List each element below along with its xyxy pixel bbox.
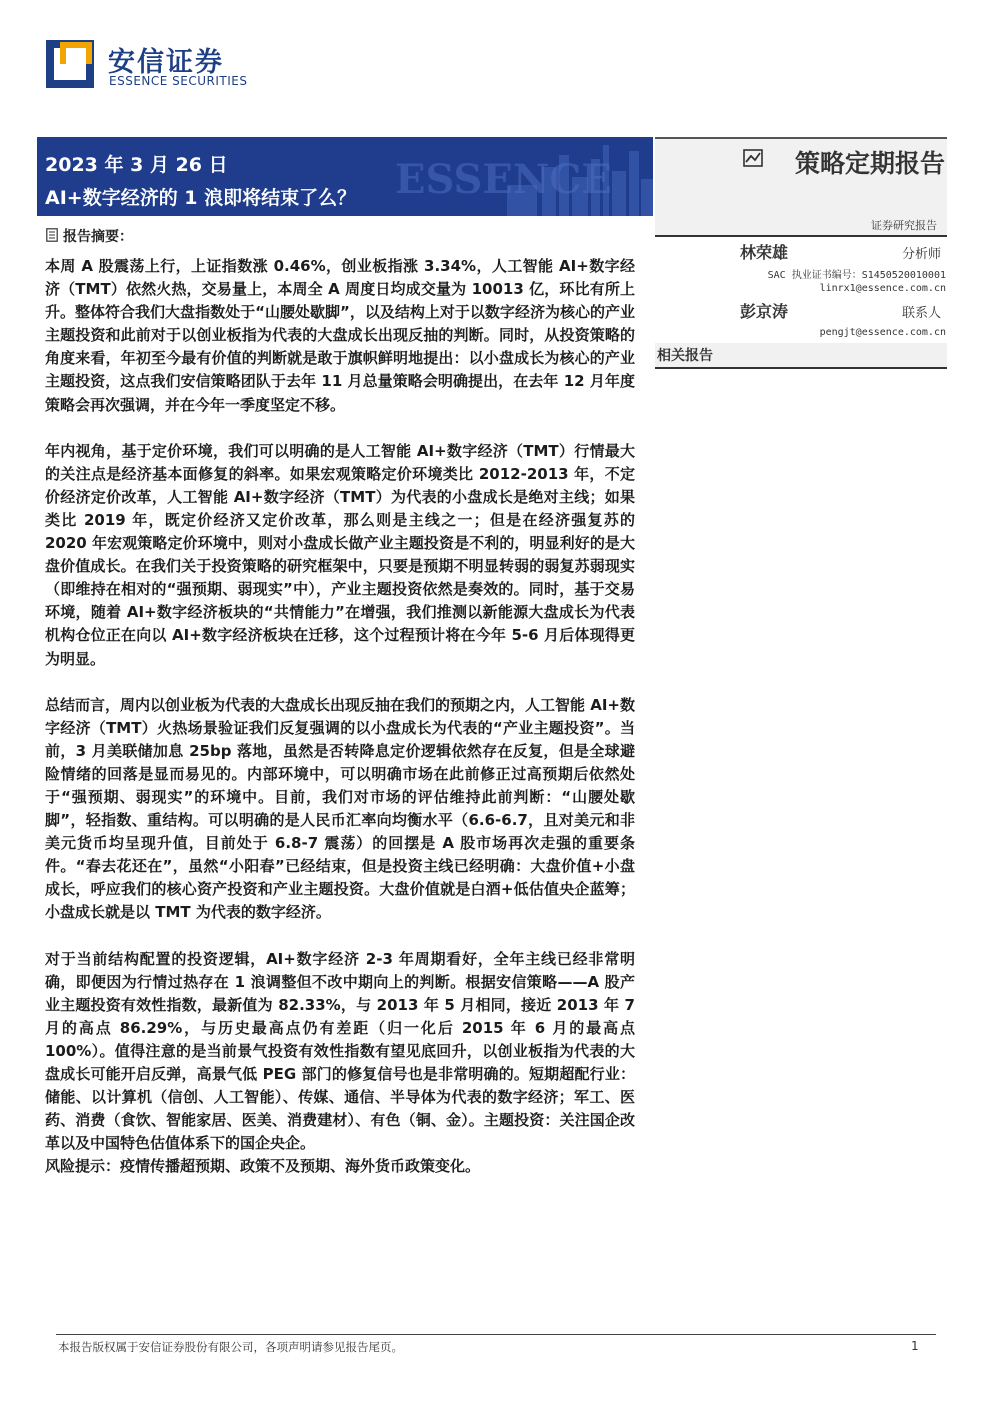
risk-warning: 风险提示：疫情传播超预期、政策不及预期、海外货币政策变化。 [45,1157,481,1176]
report-title: AI+数字经济的 1 浪即将结束了么？ [45,187,357,209]
line-chart-icon [743,149,763,167]
author-role: 分析师 [902,247,942,262]
report-category: 证券研究报告 [871,219,937,232]
author-role: 联系人 [902,306,942,321]
page-number: 1 [911,1339,919,1353]
company-name-cn: 安信证券 [108,47,224,78]
divider [655,235,947,237]
company-name-en: ESSENCE SECURITIES [109,74,248,88]
author-email[interactable]: linrx1@essence.com.cn [819,283,946,294]
author-license: SAC 执业证书编号：S1450520010001 [767,270,946,281]
author-email[interactable]: pengjt@essence.com.cn [819,327,946,338]
footer-disclaimer: 本报告版权属于安信证券股份有限公司，各项声明请参见报告尾页。 [58,1340,403,1354]
company-logo-icon [46,40,94,88]
author-name: 彭京涛 [740,302,789,321]
related-reports-panel [655,343,947,369]
related-reports-label: 相关报告 [657,348,713,364]
footer-divider [56,1334,936,1335]
report-date: 2023 年 3 月 26 日 [45,154,228,176]
summary-paragraph: 本周 A 股震荡上行，上证指数涨 0.46%，创业板指涨 3.34%，人工智能 AI+数字经济（TMT）依然火热，交易量上，本周全 A 周度日均成交量为 10013 亿，环比有所上升。整体符合我们大盘指数处于“山腰处歇脚”，以及结构上对于以数字经济为核心的产业主题投资和此前对于以创业板指为代表的大盘成长出现反抽的判断。同时，从投资策略的角度来看，年初至今最有价值的判断就是敢于旗帜鲜明地提出：以小盘成长为核心的产业主题投资，这点我们安信策略团队于去年 11 月总量策略会明确提出，在去年 12 月年度策略会再次强调，并在今年一季度坚定不移。 [45,257,635,414]
summary-paragraph: 年内视角，基于定价环境，我们可以明确的是人工智能 AI+数字经济（TMT）行情最大的关注点是经济基本面修复的斜率。如果宏观策略定价环境类比 2012-2013 年，不定价经济定价改革，人工智能 AI+数字经济（TMT）为代表的小盘成长是绝对主线；如果类比 2019 年，既定价经济又定价改革，那么则是主线之一；但是在经济强复苏的 2020 年宏观策略定价环境中，则对小盘成长做产业主题投资是不利的，明显利好的是大盘价值成长。在我们关于投资策略的研究框架中，只要是预期不明显转弱的弱复苏弱现实（即维持在相对的“强预期、弱现实”中），产业主题投资依然是奏效的。同时，基于交易环境，随着 AI+数字经济板块的“共情能力”在增强，我们推测以新能源大盘成长为代表机构仓位正在向以 AI+数字经济板块在迁移，这个过程预计将在今年 5-6 月后体现得更为明显。 [45,441,635,668]
banner-watermark: ESSENCE [395,156,612,203]
summary-paragraph: 总结而言，周内以创业板为代表的大盘成长出现反抽在我们的预期之内，人工智能 AI+数字经济（TMT）火热场景验证我们反复强调的以小盘成长为代表的“产业主题投资”。当前，3 月美联储加息 25bp 落地，虽然是否转降息定价逻辑依然存在反复，但是全球避险情绪的回落是显而易见的。内部环境中，可以明确市场在此前修正过高预期后依然处于“强预期、弱现实”的环境中。目前，我们对市场的评估维持此前判断：“山腰处歇脚”，轻指数、重结构。可以明确的是人民币汇率向均衡水平（6.6-6.7，且对美元和非美元货币均呈现升值，目前处于 6.8-7 震荡）的回摆是 A 股市场再次走强的重要条件。“春去花还在”，虽然“小阳春”已经结束，但是投资主线已经明确：大盘价值+小盘成长，呼应我们的核心资产投资和产业主题投资。大盘价值就是白酒+低估值央企蓝筹；小盘成长就是以 TMT 为代表的数字经济。 [45,695,635,922]
summary-heading [46,226,133,246]
summary-body [45,255,635,1178]
summary-paragraph: 对于当前结构配置的投资逻辑，AI+数字经济 2-3 年周期看好，全年主线已经非常明确，即便因为行情过热存在 1 浪调整但不改中期向上的判断。根据安信策略——A 股产业主题投资有效性指数，最新值为 82.33%，与 2013 年 5 月相同，接近 2013 年 7 月的高点 86.29%，与历史最高点仍有差距（归一化后 2015 年 6 月的最高点 100%）。值得注意的是当前景气投资有效性指数有望见底回升，以创业板指为代表的大盘成长可能开启反弹，高景气低 PEG 部门的修复信号也是非常明确的。短期超配行业：储能、以计算机（信创、人工智能）、传媒、通信、半导体为代表的数字经济；军工、医药、消费（食饮、智能家居、医美、消费建材）、有色（铜、金）。主题投资：关注国企改革以及中国特色估值体系下的国企央企。 [45,949,635,1153]
report-type-panel [655,137,947,237]
summary-heading-text: 报告摘要： [63,229,133,245]
author-name: 林荣雄 [740,243,789,262]
title-banner [37,137,653,216]
report-type: 策略定期报告 [794,149,945,178]
company-logo [46,38,246,90]
